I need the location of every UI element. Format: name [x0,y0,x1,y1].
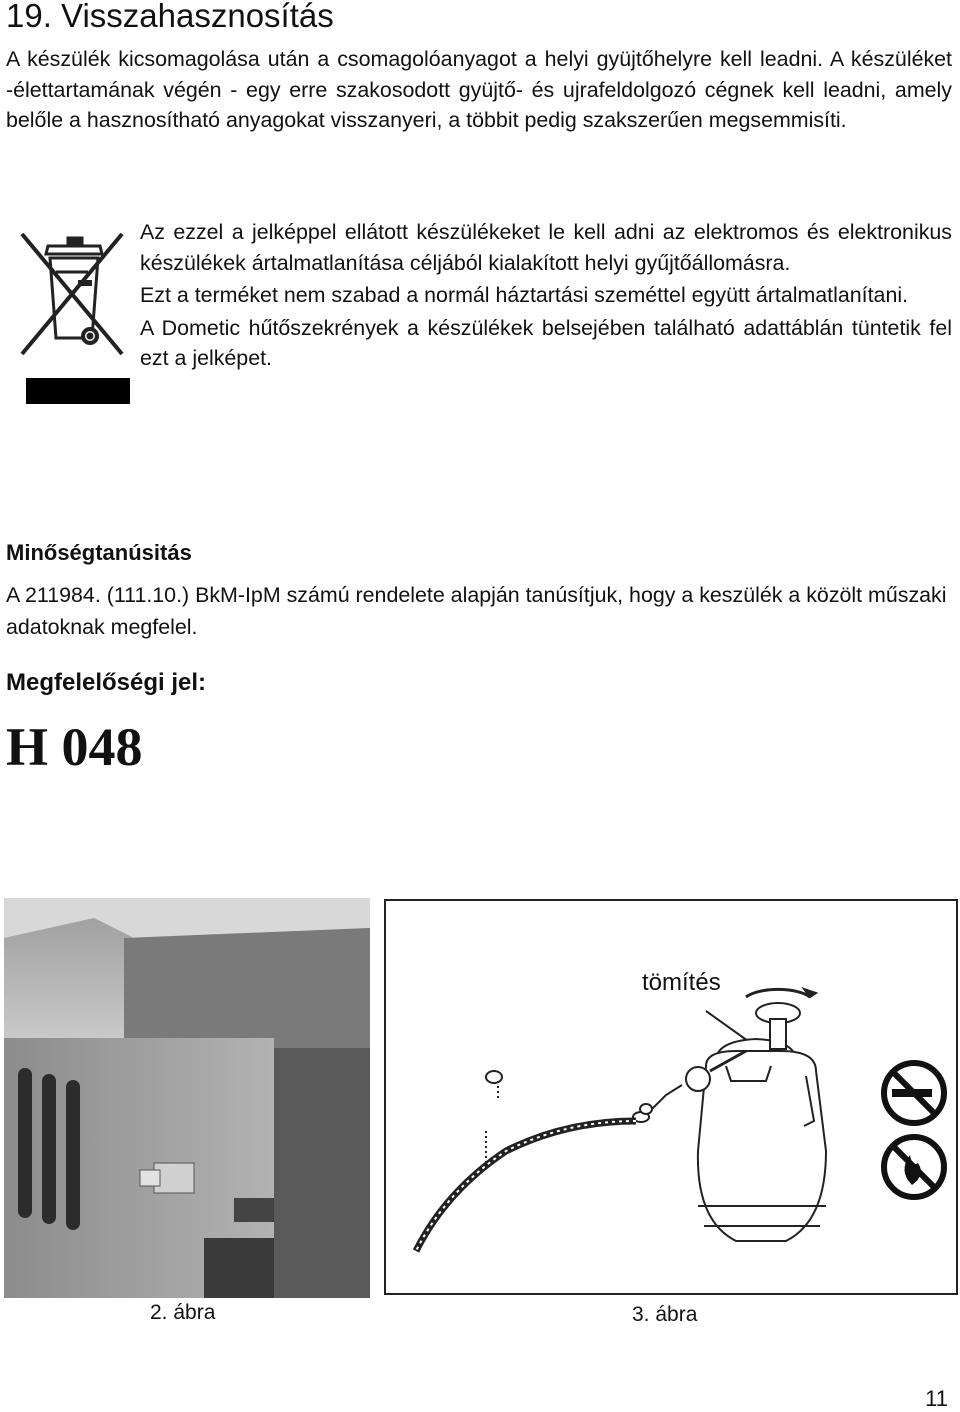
no-open-flame-icon [884,1137,944,1197]
weee-paragraph-2: Ezt a terméket nem szabad a normál háztartási szeméttel együtt ártalmatlanítani. [140,283,909,307]
weee-paragraph-3: A Dometic hűtőszekrények a készülékek belsejében található adattáblán tüntetik fel ezt a jelképet. [140,315,952,370]
weee-symbol [14,226,130,406]
weee-paragraph-1: Az ezzel a jelképpel ellátott készülékeket le kell adni az elektromos és elektronikus készülékek ártalmatlanítása céljából kialakított helyi gyűjtőállomásra. [140,220,952,275]
figure-2-caption: 2. ábra [150,1301,216,1324]
figure-3-diagram [384,899,958,1295]
conformity-heading: Megfelelőségi jel: [6,669,207,696]
seal-label: tömítés [642,969,721,996]
crossed-out-wheelie-bin-icon [14,226,130,406]
section-title: 19. Visszahasznosítás [6,0,334,34]
figure-2-photo [4,898,370,1298]
no-smoking-icon [884,1063,944,1123]
figure-3-caption: 3. ábra [632,1303,698,1326]
conformity-mark: H 048 [6,717,143,777]
page-number: 11 [925,1386,948,1411]
certification-heading: Minőségtanúsitás [6,540,192,565]
weee-paragraphs [140,217,952,376]
certification-text: A 211984. (111.10.) BkM-IpM számú rendelete alapján tanúsítjuk, hogy a keszülék a közölt műszaki adatoknak megfelel. [6,583,947,639]
intro-paragraph: A készülék kicsomagolása után a csomagolóanyagot a helyi gyüjtőhelyre kell leadni. A készüléket -élettartamának végén - egy erre szakosodott gyüjtő- és ujrafeldolgozó cégnek kell leadni, amely belőle a hasznosítható anyagokat visszanyeri, a többit pedig szakszerűen megsemmisíti. [6,47,952,132]
